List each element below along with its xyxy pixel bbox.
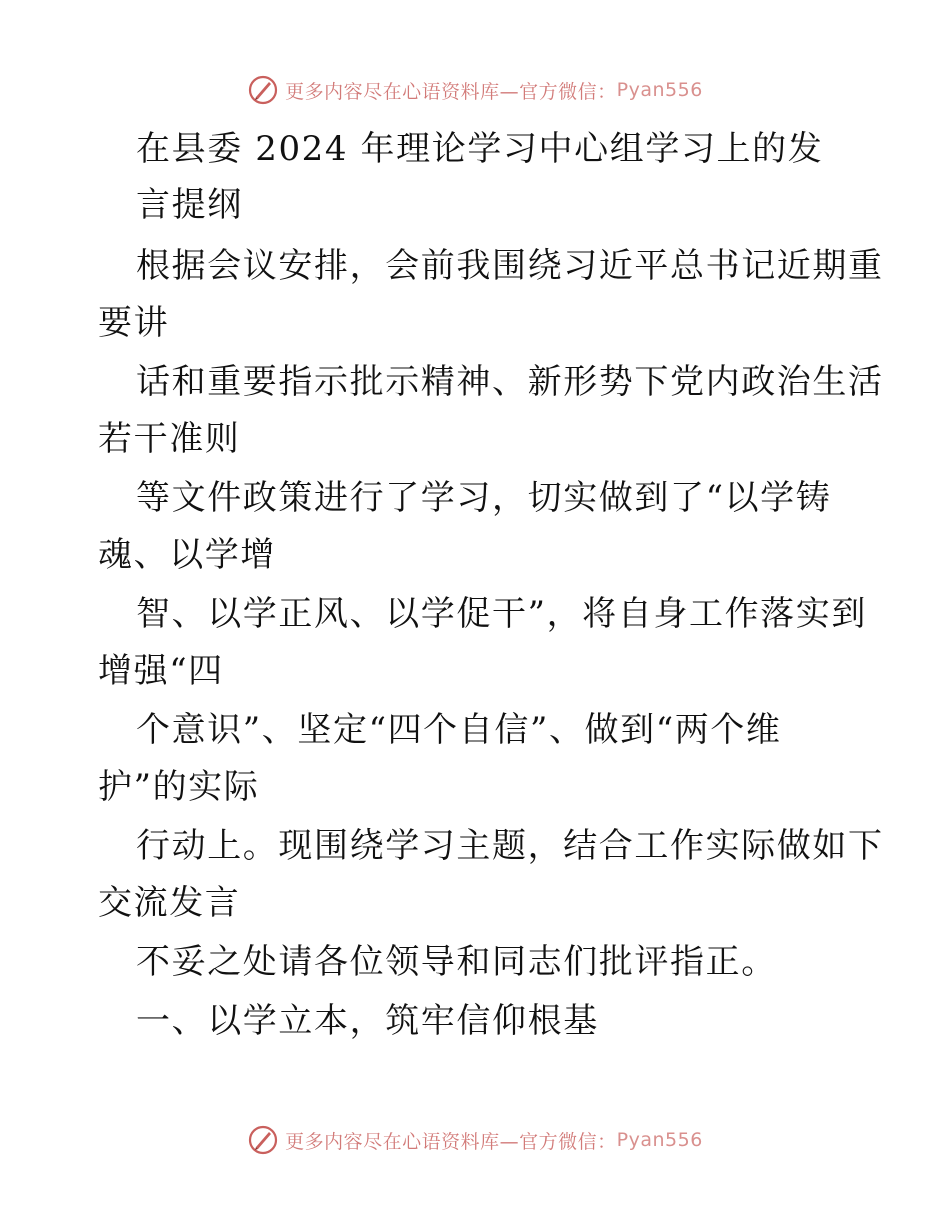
body-line: 等文件政策进行了学习，切实做到了“以学铸: [136, 478, 832, 518]
body-line: 若干准则: [98, 419, 241, 459]
body-line: 增强“四: [98, 651, 224, 691]
watermark-text: 更多内容尽在心语资料库—官方微信：: [285, 80, 617, 103]
quill-pen-icon: [247, 74, 279, 106]
body-line: 要讲: [98, 303, 170, 343]
watermark-id: Pyan556: [616, 1129, 703, 1151]
footer-watermark: [0, 1120, 950, 1160]
body-line: 智、以学正风、以学促干”，将自身工作落实到: [136, 594, 867, 634]
body-line: 交流发言: [98, 883, 241, 923]
watermark-text: 更多内容尽在心语资料库—官方微信：: [285, 1130, 617, 1153]
body-line: 根据会议安排，会前我围绕习近平总书记近期重: [136, 246, 884, 286]
body-line: 个意识”、坚定“四个自信”、做到“两个维: [136, 710, 782, 750]
watermark-id: Pyan556: [616, 79, 703, 101]
quill-pen-icon: [247, 1124, 279, 1156]
body-line: 魂、以学增: [98, 535, 276, 575]
body-line: 护”的实际: [98, 767, 260, 807]
body-line: 行动上。现围绕学习主题，结合工作实际做如下: [136, 826, 884, 866]
title-line-2: 言提纲: [136, 185, 243, 225]
title-line-1: 在县委 2024 年理论学习中心组学习上的发: [136, 129, 824, 169]
section-heading: 一、以学立本，筑牢信仰根基: [136, 1001, 599, 1041]
body-line: 不妥之处请各位领导和同志们批评指正。: [136, 942, 777, 982]
header-watermark: [0, 70, 950, 110]
body-line: 话和重要指示批示精神、新形势下党内政治生活: [136, 362, 884, 402]
